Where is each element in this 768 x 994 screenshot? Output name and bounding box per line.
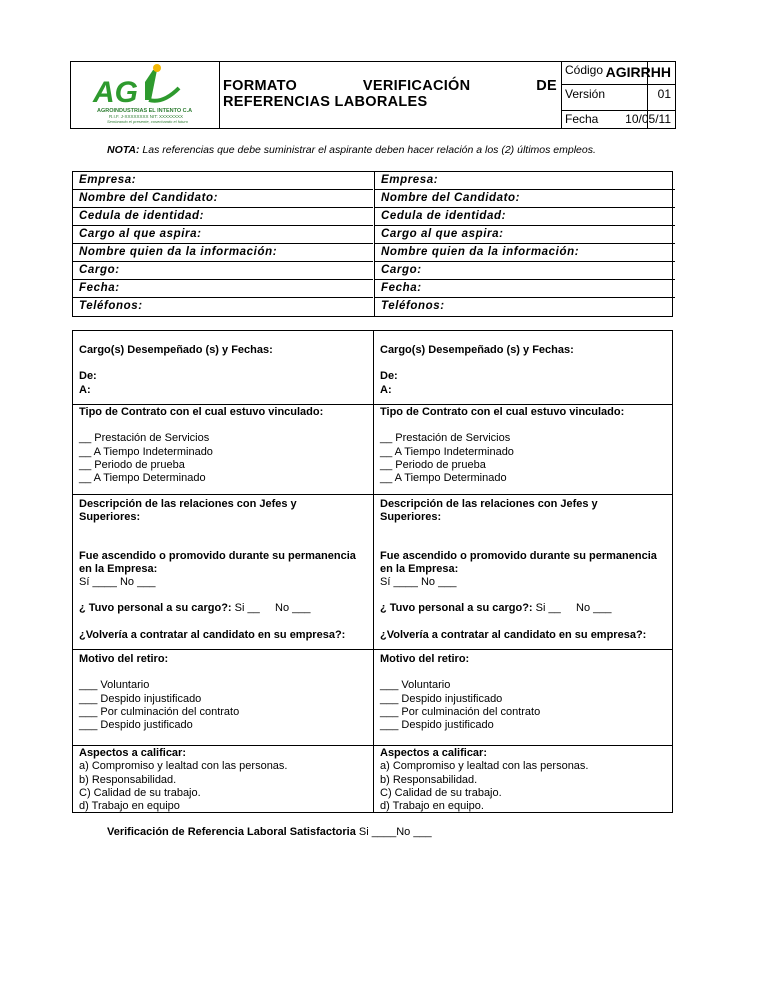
contrato-block: [79, 406, 369, 485]
cargos-block[interactable]: [380, 344, 670, 397]
field-nombre-informante[interactable]: Nombre quien da la información:: [73, 244, 373, 262]
aspectos-title: Aspectos a calificar:: [79, 747, 186, 759]
contrato-option[interactable]: __ Periodo de prueba: [79, 458, 185, 471]
personal-answer[interactable]: Si __ No ___: [234, 602, 311, 615]
personal-answer[interactable]: Si __ No ___: [535, 602, 612, 615]
field-nombre-candidato[interactable]: Nombre del Candidato:: [73, 190, 373, 208]
field-fecha[interactable]: Fecha:: [73, 280, 373, 298]
meta-value: AGIRRHH: [605, 64, 671, 80]
aspecto-item: a) Compromiso y lealtad con las personas.: [380, 760, 589, 773]
meta-label: Fecha: [565, 112, 599, 126]
meta-row-version: [561, 84, 675, 111]
field-cargo[interactable]: Cargo:: [73, 262, 373, 280]
svg-text:R.I.F. J-XXXXXXXX NIT: XXXXXX: R.I.F. J-XXXXXXXX NIT: XXXXXXXX: [109, 114, 184, 119]
detail-column-1: [79, 331, 369, 812]
field-telefonos[interactable]: Teléfonos:: [381, 300, 445, 312]
verification-footer: [107, 826, 432, 838]
meta-row-codigo: [561, 62, 675, 85]
contrato-title: Tipo de Contrato con el cual estuvo vinculado:: [79, 406, 324, 418]
ascendido-question-2: en la Empresa:: [380, 562, 459, 575]
meta-row-fecha: [561, 110, 675, 128]
field-nombre-candidato[interactable]: Nombre del Candidato:: [375, 190, 675, 208]
a-label: A:: [79, 383, 91, 396]
company-logo: [83, 64, 213, 126]
motivo-option[interactable]: ___ Voluntario: [380, 679, 451, 692]
title-cell: [219, 62, 562, 128]
document-header: [70, 61, 676, 129]
meta-value: 10/05/11: [625, 112, 671, 126]
contrato-block: [380, 406, 670, 485]
field-cargo[interactable]: Cargo:: [375, 262, 675, 280]
contrato-option[interactable]: __ Periodo de prueba: [380, 458, 486, 471]
cargos-block[interactable]: [79, 344, 369, 397]
cargos-title: Cargo(s) Desempeñado (s) y Fechas:: [380, 344, 574, 356]
reference-2-column: [374, 172, 675, 316]
aspecto-item: b) Responsabilidad.: [79, 773, 177, 786]
note: [107, 144, 596, 156]
svg-text:AG: AG: [93, 76, 138, 109]
field-empresa[interactable]: Empresa:: [375, 172, 675, 190]
title-line-2: REFERENCIAS LABORALES: [223, 94, 428, 110]
note-prefix: NOTA:: [107, 144, 140, 156]
ascendido-question-2: en la Empresa:: [79, 562, 158, 575]
aspecto-item: d) Trabajo en equipo: [79, 800, 180, 813]
motivo-option[interactable]: ___ Por culminación del contrato: [380, 705, 541, 718]
detail-column-2: [380, 331, 670, 812]
motivo-option[interactable]: ___ Despido injustificado: [380, 692, 503, 705]
motivo-title: Motivo del retiro:: [79, 653, 169, 665]
volveria-question: ¿Volvería a contratar al candidato en su empresa?:: [380, 628, 647, 641]
aspectos-block: [79, 747, 369, 813]
reference-info-table: [72, 171, 673, 317]
verification-label: Verificación de Referencia Laboral Satisfactoria: [107, 826, 356, 838]
meta-label: Versión: [565, 87, 606, 101]
document-title: [223, 78, 557, 110]
field-telefonos[interactable]: Teléfonos:: [79, 300, 143, 312]
ascendido-question: Fue ascendido o promovido durante su permanencia: [79, 549, 356, 562]
motivo-option[interactable]: ___ Despido justificado: [79, 719, 193, 732]
relaciones-title: Descripción de las relaciones con Jefes y: [380, 498, 598, 510]
reference-1-column: [73, 172, 373, 316]
svg-text:Sembrando el presente, cosecha: Sembrando el presente, cosechando el futuro: [107, 119, 188, 124]
motivo-option[interactable]: ___ Despido justificado: [380, 719, 494, 732]
aspecto-item: C) Calidad de su trabajo.: [380, 786, 502, 799]
reference-detail-table: [72, 330, 673, 813]
aspectos-title: Aspectos a calificar:: [380, 747, 487, 759]
verification-answer[interactable]: Si ____No ___: [358, 826, 432, 838]
contrato-title: Tipo de Contrato con el cual estuvo vinculado:: [380, 406, 625, 418]
motivo-option[interactable]: ___ Voluntario: [79, 679, 150, 692]
ascendido-question: Fue ascendido o promovido durante su permanencia: [380, 549, 657, 562]
note-text: Las referencias que debe suministrar el aspirante deben hacer relación a los (2) últimos empleos.: [142, 144, 596, 156]
relaciones-title: Descripción de las relaciones con Jefes y: [79, 498, 297, 510]
personal-question: ¿ Tuvo personal a su cargo?:: [79, 602, 232, 615]
motivo-block: [380, 653, 670, 732]
ascendido-answer[interactable]: Sí ____ No ___: [79, 576, 156, 589]
contrato-option[interactable]: __ A Tiempo Indeterminado: [79, 445, 213, 458]
field-cargo-aspira[interactable]: Cargo al que aspira:: [73, 226, 373, 244]
title-word: FORMATO: [223, 78, 298, 94]
contrato-option[interactable]: __ A Tiempo Determinado: [79, 472, 206, 485]
field-cargo-aspira[interactable]: Cargo al que aspira:: [375, 226, 675, 244]
field-empresa[interactable]: Empresa:: [73, 172, 373, 190]
field-nombre-informante[interactable]: Nombre quien da la información:: [375, 244, 675, 262]
ascendido-answer[interactable]: Sí ____ No ___: [380, 576, 457, 589]
contrato-option[interactable]: __ Prestación de Servicios: [380, 432, 511, 445]
contrato-option[interactable]: __ A Tiempo Indeterminado: [380, 445, 514, 458]
field-cedula[interactable]: Cedula de identidad:: [375, 208, 675, 226]
aspecto-item: d) Trabajo en equipo.: [380, 800, 484, 813]
cargos-title: Cargo(s) Desempeñado (s) y Fechas:: [79, 344, 273, 356]
motivo-option[interactable]: ___ Por culminación del contrato: [79, 705, 240, 718]
aspectos-block: [380, 747, 670, 813]
aspecto-item: C) Calidad de su trabajo.: [79, 786, 201, 799]
aspecto-item: a) Compromiso y lealtad con las personas.: [79, 760, 288, 773]
svg-text:AGROINDUSTRIAS EL INTENTO C.A: AGROINDUSTRIAS EL INTENTO C.A: [97, 108, 193, 114]
aspecto-item: b) Responsabilidad.: [380, 773, 478, 786]
motivo-option[interactable]: ___ Despido injustificado: [79, 692, 202, 705]
motivo-title: Motivo del retiro:: [380, 653, 470, 665]
contrato-option[interactable]: __ Prestación de Servicios: [79, 432, 210, 445]
relaciones-title-2: Superiores:: [79, 511, 141, 524]
relaciones-title-2: Superiores:: [380, 511, 442, 524]
motivo-block: [79, 653, 369, 732]
de-label: De:: [380, 370, 398, 383]
volveria-question: ¿Volvería a contratar al candidato en su empresa?:: [79, 628, 346, 641]
de-label: De:: [79, 370, 97, 383]
relaciones-block: [79, 498, 369, 642]
title-word: VERIFICACIÓN: [362, 78, 471, 94]
title-word: DE: [536, 78, 557, 94]
contrato-option[interactable]: __ A Tiempo Determinado: [380, 472, 507, 485]
personal-question: ¿ Tuvo personal a su cargo?:: [380, 602, 533, 615]
meta-label: Código: [565, 63, 604, 77]
logo-cell: [71, 62, 220, 128]
field-fecha[interactable]: Fecha:: [375, 280, 675, 298]
meta-value: 01: [657, 87, 671, 101]
field-cedula[interactable]: Cedula de identidad:: [73, 208, 373, 226]
relaciones-block: [380, 498, 670, 642]
a-label: A:: [380, 383, 392, 396]
